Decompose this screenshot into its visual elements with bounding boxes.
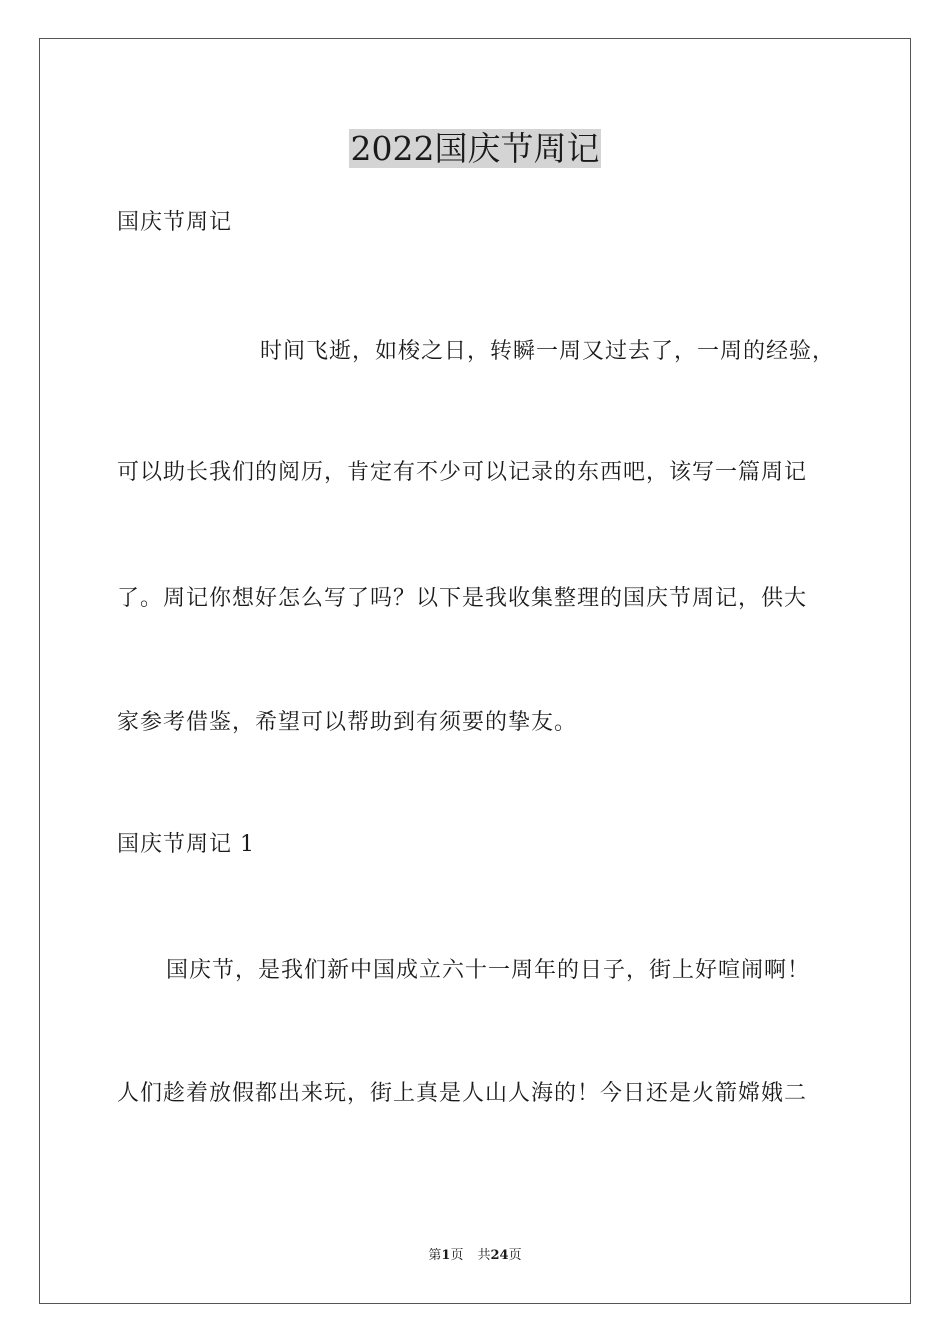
paragraph-line: 时间飞逝，如梭之日，转瞬一周又过去了，一周的经验， <box>260 339 836 364</box>
page-footer <box>0 1246 950 1266</box>
paragraph-line: 了。周记你想好怎么写了吗？以下是我收集整理的国庆节周记，供大 <box>117 586 808 611</box>
paragraph-line: 国庆节，是我们新中国成立六十一周年的日子，街上好喧闹啊！ <box>166 958 811 983</box>
document-title-text: 2022国庆节周记 <box>350 129 600 168</box>
footer-page-prefix: 第 <box>428 1248 442 1263</box>
footer-page-current: 1 <box>441 1248 451 1263</box>
section-heading: 国庆节周记 1 <box>117 832 255 857</box>
section-heading: 国庆节周记 <box>117 210 233 235</box>
footer-page-unit: 页 <box>450 1248 464 1263</box>
footer-total-prefix: 共 <box>477 1248 491 1263</box>
paragraph-line: 人们趁着放假都出来玩，街上真是人山人海的！今日还是火箭嫦娥二 <box>117 1081 808 1106</box>
paragraph-line: 家参考借鉴，希望可以帮助到有须要的挚友。 <box>117 710 578 735</box>
footer-page-total: 24 <box>490 1248 509 1263</box>
footer-total-unit: 页 <box>508 1248 522 1263</box>
paragraph-line: 可以助长我们的阅历，肯定有不少可以记录的东西吧，该写一篇周记 <box>117 460 808 485</box>
document-title <box>0 124 950 174</box>
